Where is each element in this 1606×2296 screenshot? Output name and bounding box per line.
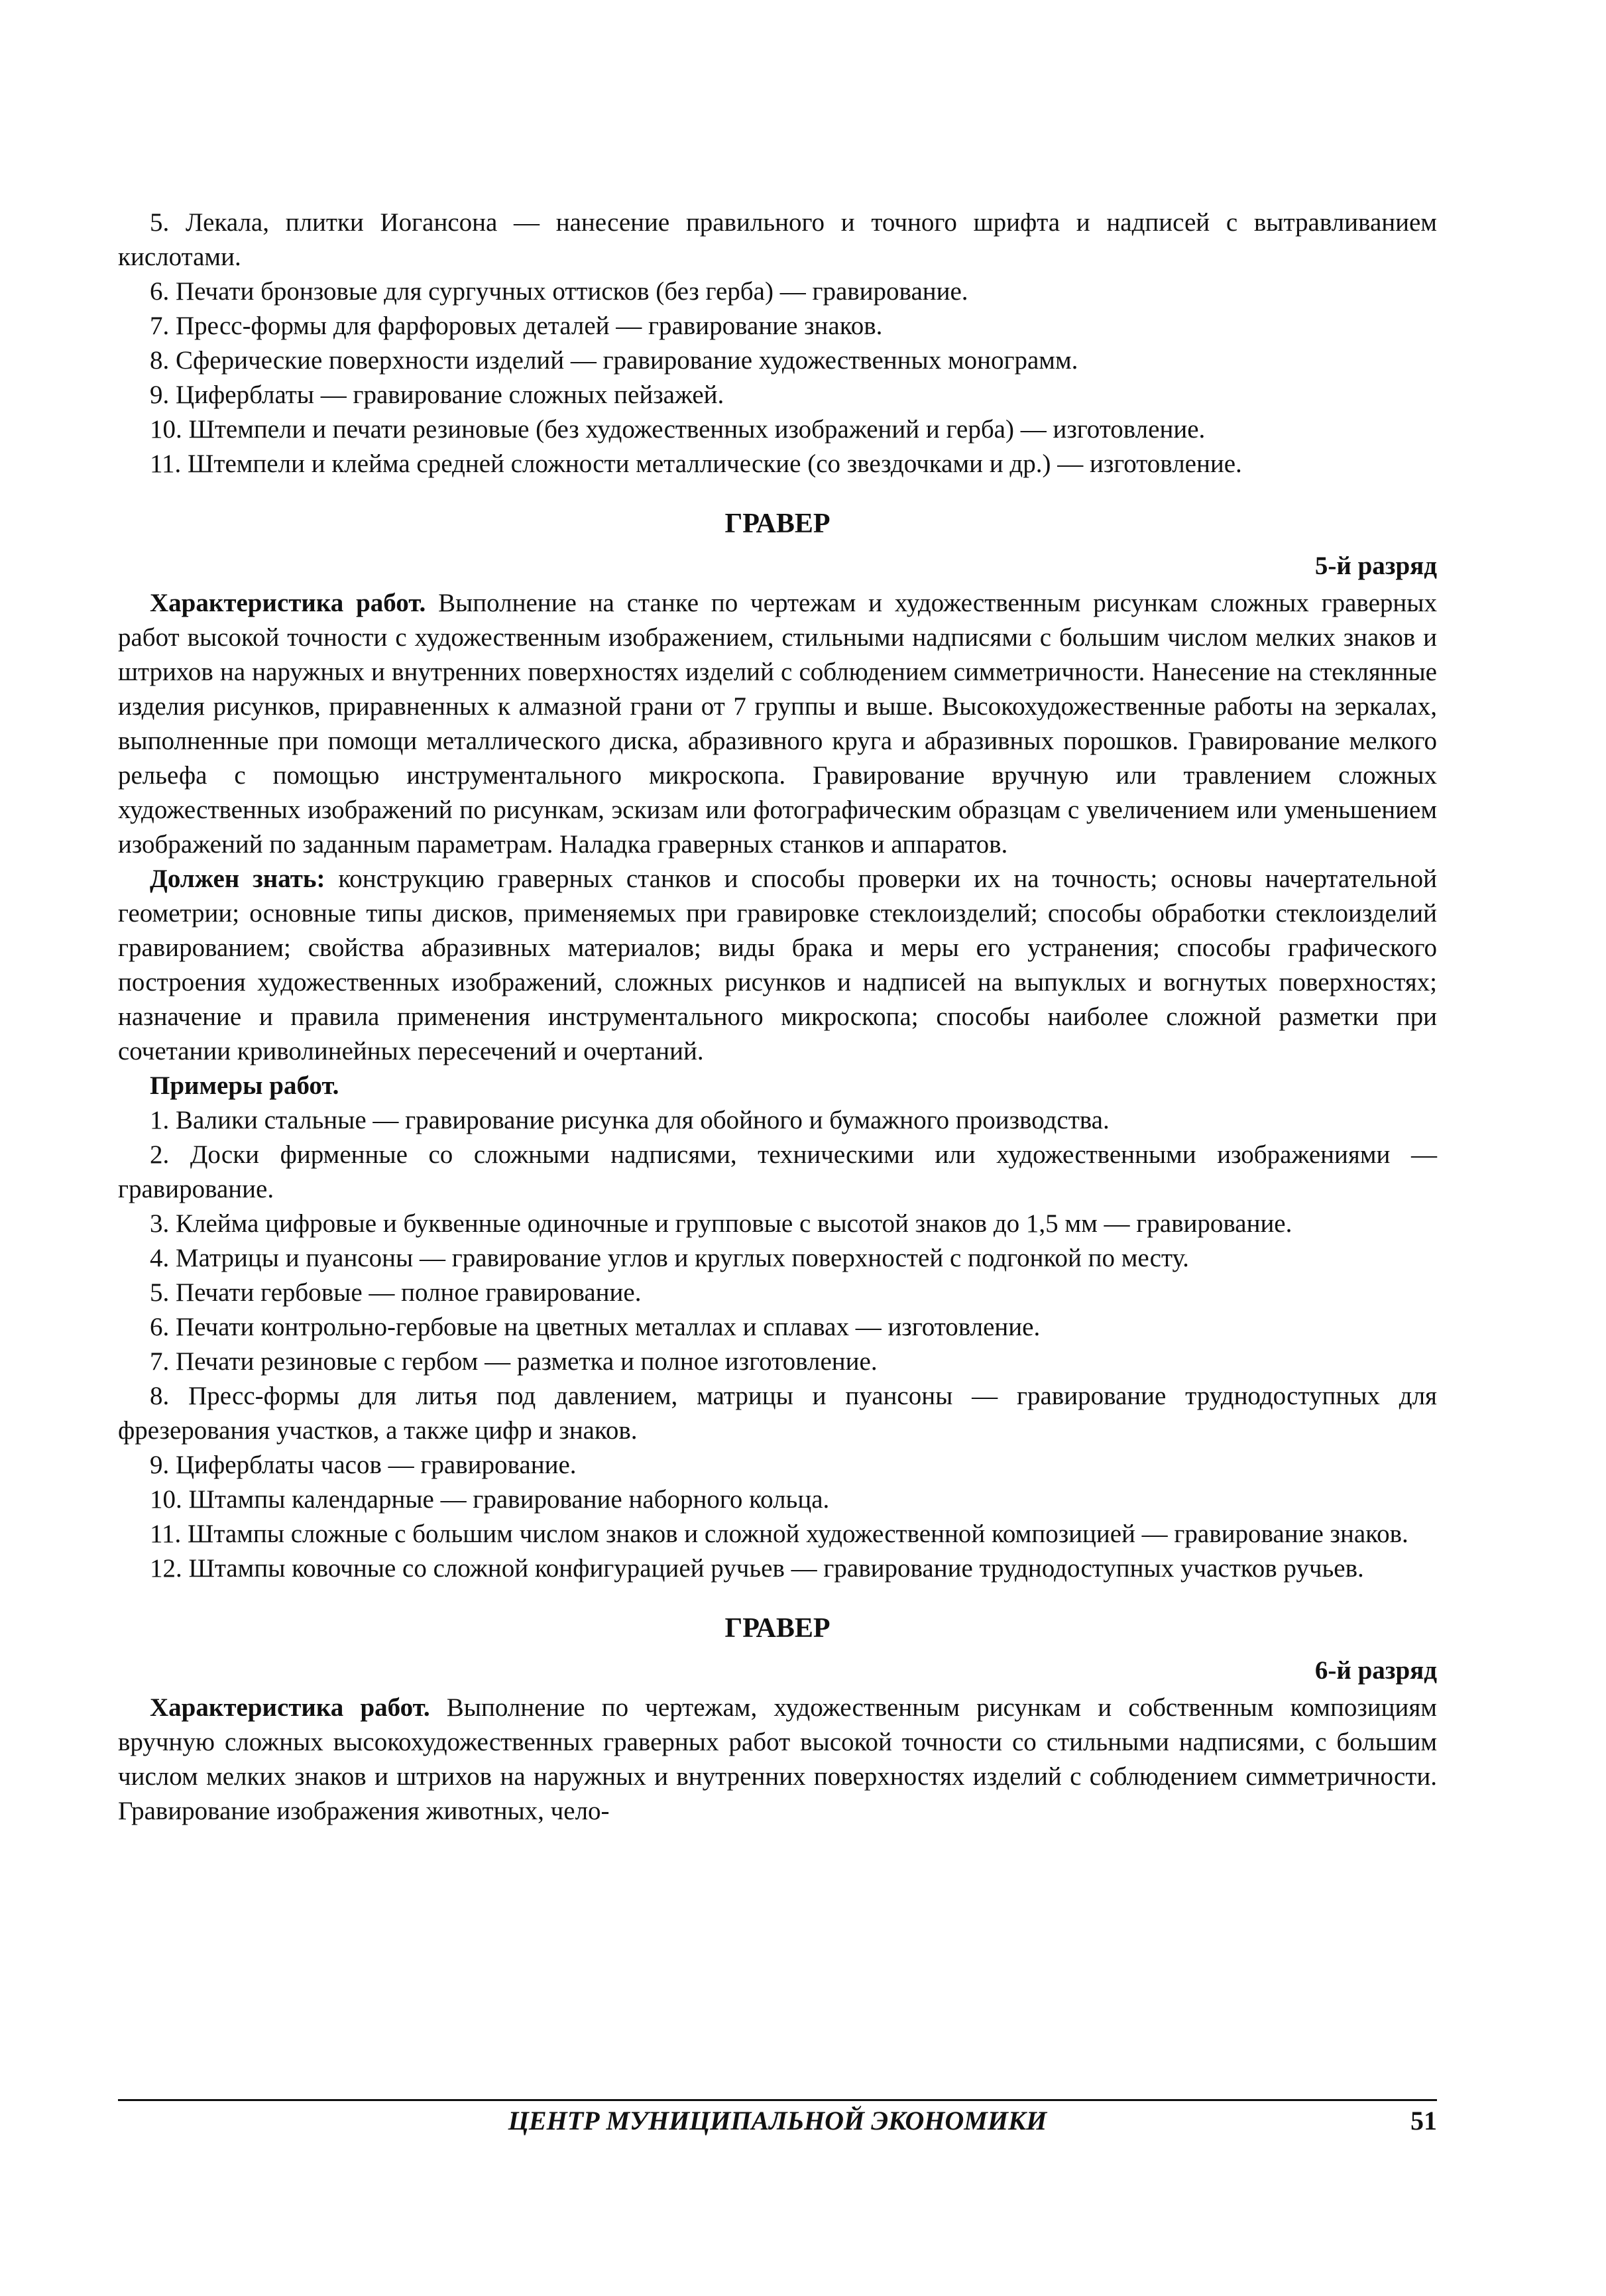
list-item: 9. Циферблаты часов — гравирование. <box>150 1451 577 1479</box>
list-item: 7. Печати резиновые с гербом — разметка и полное изготовление. <box>150 1347 878 1376</box>
page-footer <box>118 2099 1437 2136</box>
page-number: 51 <box>1410 2106 1437 2136</box>
list-item: 8. Пресс-формы для литья под давлением, матрицы и пуансоны — гравирование труднодоступных для фрезерования участков, а также цифр и знаков. <box>118 1382 1437 1445</box>
must-know-text: конструкцию граверных станков и способы проверки их на точность; основы начертательной геометрии; основные типы дисков, применяемых при гравировке стеклоизделий; способы обработки стеклоизделий гравированием; свойства абразивных материалов; виды брака и меры его устранения; способы графического построения художественных изображений, сложных рисунков и надписей на выпуклых и вогнутых поверхностях; назначение и правила применения инструментального микроскопа; способы наиболее сложной разметки при сочетании криволинейных пересечений и очертаний. <box>118 865 1437 1065</box>
list-item: 11. Штемпели и клейма средней сложности металлические (со звездочками и др.) — изготовление. <box>150 450 1242 478</box>
list-item: 9. Циферблаты — гравирование сложных пейзажей. <box>150 381 724 409</box>
must-know-paragraph <box>118 862 1437 1069</box>
grade-label: 5-й разряд <box>1314 552 1437 580</box>
examples-label: Примеры работ. <box>150 1071 339 1100</box>
list-item: 5. Лекала, плитки Иогансона — нанесение правильного и точного шрифта и надписей с вытравливанием кислотами. <box>118 208 1437 271</box>
list-item: 12. Штампы ковочные со сложной конфигурацией ручьев — гравирование труднодоступных участков ручьев. <box>150 1554 1364 1583</box>
list-item: 4. Матрицы и пуансоны — гравирование углов и круглых поверхностей с подгонкой по месту. <box>150 1244 1189 1272</box>
must-know-label: Должен знать: <box>150 865 325 893</box>
characteristics-label: Характеристика работ. <box>150 589 426 617</box>
list-item: 10. Штампы календарные — гравирование наборного кольца. <box>150 1485 830 1514</box>
list-item: 10. Штемпели и печати резиновые (без художественных изображений и герба) — изготовление. <box>150 415 1206 444</box>
section-grade-5 <box>118 507 1437 1586</box>
section-title: ГРАВЕР <box>724 509 831 539</box>
list-item: 7. Пресс-формы для фарфоровых деталей — гравирование знаков. <box>150 312 883 340</box>
list-item: 1. Валики стальные — гравирование рисунка для обойного и бумажного производства. <box>150 1106 1110 1134</box>
characteristics-label: Характеристика работ. <box>150 1693 430 1722</box>
characteristics-text: Выполнение по чертежам, художественным рисункам и собственным композициям вручную сложных высокохудожественных граверных работ высокой точности со стильными надписями, с большим числом мелких знаков и штрихов на наружных и внутренних поверхностях изделий с соблюдением симметричности. Гравирование изображения животных, чело- <box>118 1693 1437 1825</box>
characteristics-paragraph <box>118 1691 1437 1829</box>
list-item: 11. Штампы сложные с большим числом знаков и сложной художественной композицией — гравирование знаков. <box>150 1520 1408 1548</box>
grade-label: 6-й разряд <box>1314 1656 1437 1685</box>
list-item: 2. Доски фирменные со сложными надписями, техническими или художественными изображениями — гравирование. <box>118 1140 1437 1203</box>
list-item: 6. Печати бронзовые для сургучных оттисков (без герба) — гравирование. <box>150 277 968 306</box>
characteristics-text: Выполнение на станке по чертежам и художественным рисункам сложных граверных работ высокой точности с художественным изображением, стильными надписями с большим числом мелких знаков и штрихов на наружных и внутренних поверхностях изделий с соблюдением симметричности. Нанесение на стеклянные изделия рисунков, приравненных к алмазной грани от 7 группы и выше. Высокохудожественные работы на зеркалах, выполненные при помощи металлического диска, абразивного круга и абразивных порошков. Гравирование мелкого рельефа с помощью инструментального микроскопа. Гравирование вручную или травлением сложных художественных изображений по рисункам, эскизам или фотографическим образцам с увеличением или уменьшением изображений по заданным параметрам. Наладка граверных станков и аппаратов. <box>118 589 1437 859</box>
footer-publisher: ЦЕНТР МУНИЦИПАЛЬНОЙ ЭКОНОМИКИ <box>508 2106 1047 2136</box>
top-items-list <box>118 206 1437 481</box>
section-title: ГРАВЕР <box>724 1613 831 1644</box>
page-body <box>118 206 1437 1829</box>
section-grade-6 <box>118 1611 1437 1829</box>
list-item: 8. Сферические поверхности изделий — гравирование художественных монограмм. <box>150 346 1078 375</box>
list-item: 5. Печати гербовые — полное гравирование. <box>150 1278 642 1307</box>
list-item: 6. Печати контрольно-гербовые на цветных металлах и сплавах — изготовление. <box>150 1313 1041 1341</box>
list-item: 3. Клейма цифровые и буквенные одиночные и групповые с высотой знаков до 1,5 мм — гравирование. <box>150 1209 1292 1238</box>
characteristics-paragraph <box>118 586 1437 862</box>
